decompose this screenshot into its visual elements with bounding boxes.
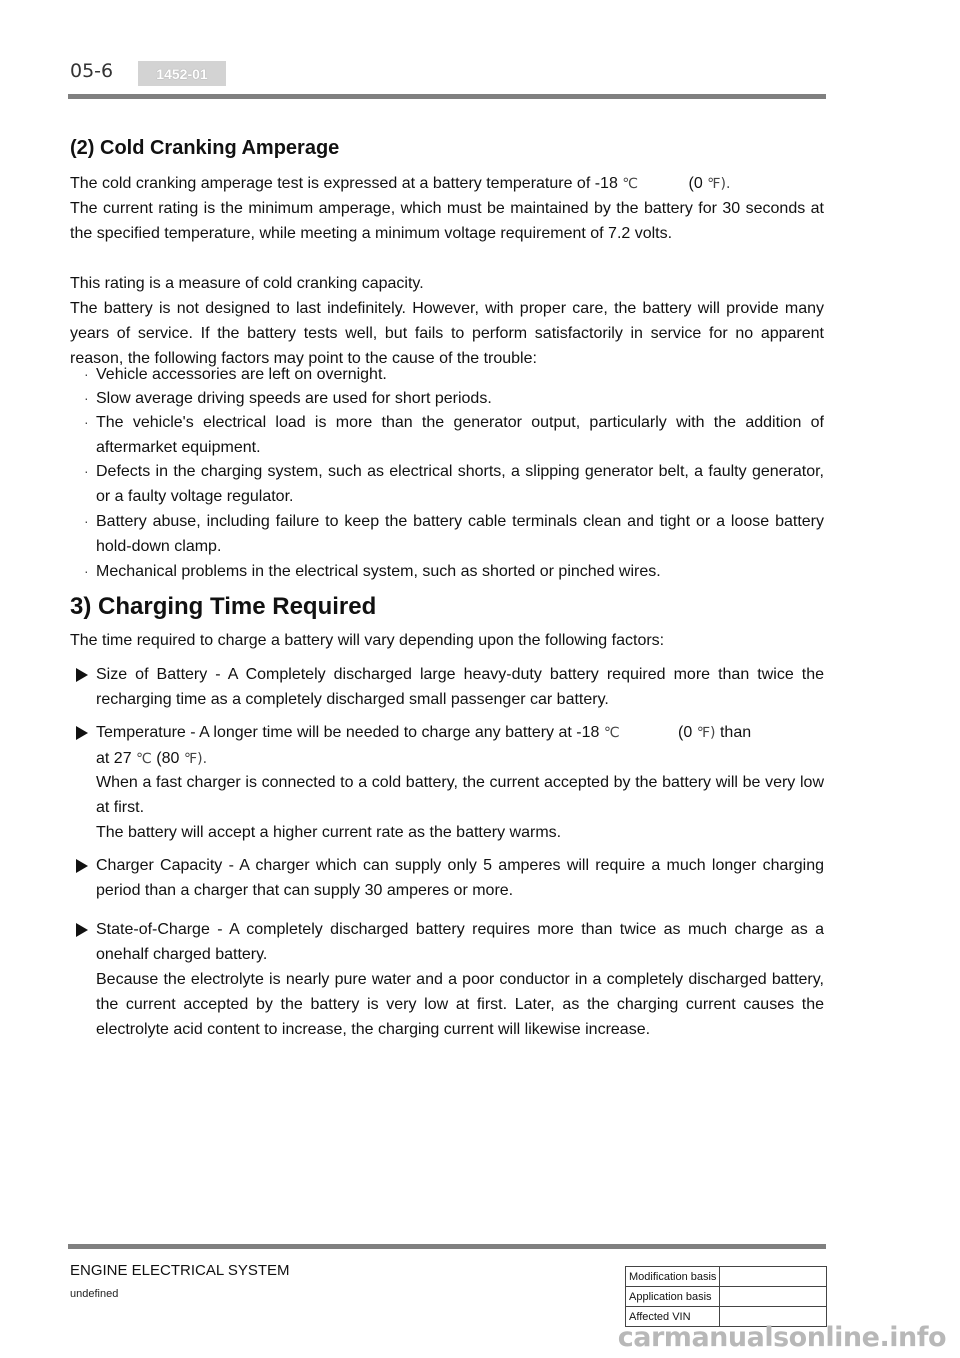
temp-text-a: Temperature - A longer time will be needed to charge any battery at -18 bbox=[96, 724, 600, 741]
bullet-dot: · bbox=[84, 390, 89, 406]
factor-size bbox=[76, 662, 824, 712]
footer-subtitle: undefined bbox=[70, 1288, 119, 1300]
list-item bbox=[84, 509, 824, 559]
modification-basis-table bbox=[625, 1266, 827, 1327]
bullet-dot: · bbox=[84, 563, 89, 579]
state-para2: Because the electrolyte is nearly pure water and a poor conductor in a completely discharged battery, the current accepted by the battery is very low at first. Later, as the charging current causes the electrolyte acid content to increase, the charging current will likewise increase. bbox=[96, 971, 824, 1038]
charging-intro: The time required to charge a battery will vary depending upon the following factors: bbox=[70, 632, 665, 649]
table-row bbox=[626, 1287, 827, 1307]
factor-state-of-charge bbox=[76, 917, 824, 967]
unit-fahrenheit: ℉). bbox=[707, 176, 731, 192]
footer-rule bbox=[68, 1244, 826, 1249]
temp-para2: When a fast charger is connected to a cold battery, the current accepted by the battery will be very low at first. bbox=[96, 774, 824, 816]
cca-line1-text: The cold cranking amperage test is expressed at a battery temperature of -18 bbox=[70, 175, 618, 192]
table-label: Modification basis bbox=[626, 1267, 720, 1287]
temp-text-c: than bbox=[719, 724, 752, 741]
temp-text-e: (80 bbox=[156, 750, 180, 767]
cca-para3: This rating is a measure of cold cranking capacity. bbox=[70, 275, 424, 292]
cca-para4: The battery is not designed to last indefinitely. However, with proper care, the battery will provide many years of service. If the battery tests well, but fails to perform satisfactorily in service for no apparent reason, the following factors may point to the cause of the trouble: bbox=[70, 300, 824, 367]
triangle-bullet-icon bbox=[76, 726, 88, 740]
header-rule bbox=[68, 94, 826, 99]
bullet-text: Slow average driving speeds are used for short periods. bbox=[96, 390, 492, 407]
triangle-bullet-icon bbox=[76, 923, 88, 937]
temp-text-b: (0 bbox=[678, 724, 693, 741]
factor-text: Size of Battery - A Completely discharged large heavy-duty battery required more than twice the recharging time as a completely discharged small passenger car battery. bbox=[96, 666, 824, 708]
footer-title: ENGINE ELECTRICAL SYSTEM bbox=[70, 1262, 290, 1279]
bullet-text: Mechanical problems in the electrical system, such as shorted or pinched wires. bbox=[96, 563, 661, 580]
list-item bbox=[84, 459, 824, 509]
watermark: carmanualsonline.info bbox=[617, 1322, 946, 1353]
temp-para3: The battery will accept a higher current rate as the battery warms. bbox=[96, 824, 562, 841]
cca-line1 bbox=[70, 171, 824, 197]
page-number: 05-6 bbox=[70, 60, 114, 82]
section-code-badge: 1452-01 bbox=[138, 61, 226, 86]
factor-text bbox=[96, 720, 824, 772]
unit-fahrenheit: ℉). bbox=[183, 751, 208, 767]
list-item bbox=[84, 410, 824, 460]
triangle-bullet-icon bbox=[76, 668, 88, 682]
temp-text-d: at 27 bbox=[96, 750, 132, 767]
table-value bbox=[720, 1287, 827, 1307]
factor-capacity bbox=[76, 853, 824, 903]
triangle-bullet-icon bbox=[76, 859, 88, 873]
factor-text: State-of-Charge - A completely discharged battery requires more than twice as much charge as a onehalf charged battery. bbox=[96, 921, 824, 963]
bullet-text: Defects in the charging system, such as electrical shorts, a slipping generator belt, a faulty generator, or a faulty voltage regulator. bbox=[96, 463, 824, 505]
list-item bbox=[84, 362, 824, 387]
unit-celsius: ℃ bbox=[136, 751, 152, 767]
table-value bbox=[720, 1267, 827, 1287]
cca-para2: The current rating is the minimum amperage, which must be maintained by the battery for 30 seconds at the specified temperature, while meeting a minimum voltage requirement of 7.2 volts. bbox=[70, 200, 824, 242]
bullet-dot: · bbox=[84, 513, 89, 529]
unit-celsius: ℃ bbox=[622, 176, 639, 192]
cca-line1-mid: (0 bbox=[688, 175, 703, 192]
bullet-text: The vehicle's electrical load is more than the generator output, particularly with the addition of aftermarket equipment. bbox=[96, 414, 824, 456]
list-item bbox=[84, 559, 824, 584]
charging-time-heading: 3) Charging Time Required bbox=[70, 593, 377, 620]
bullet-text: Battery abuse, including failure to keep the battery cable terminals clean and tight or a loose battery hold-down clamp. bbox=[96, 513, 824, 555]
unit-fahrenheit: ℉) bbox=[696, 725, 716, 741]
factor-temperature bbox=[76, 720, 824, 772]
factor-text: Charger Capacity - A charger which can supply only 5 amperes will require a much longer charging period than a charger that can supply 30 amperes or more. bbox=[96, 857, 824, 899]
table-label: Affected VIN bbox=[626, 1307, 720, 1327]
table-label: Application basis bbox=[626, 1287, 720, 1307]
bullet-dot: · bbox=[84, 366, 89, 382]
bullet-dot: · bbox=[84, 414, 89, 430]
list-item bbox=[84, 386, 824, 411]
cca-heading: (2) Cold Cranking Amperage bbox=[70, 137, 340, 159]
table-row bbox=[626, 1267, 827, 1287]
unit-celsius: ℃ bbox=[603, 725, 620, 741]
bullet-text: Vehicle accessories are left on overnight. bbox=[96, 366, 387, 383]
bullet-dot: · bbox=[84, 463, 89, 479]
